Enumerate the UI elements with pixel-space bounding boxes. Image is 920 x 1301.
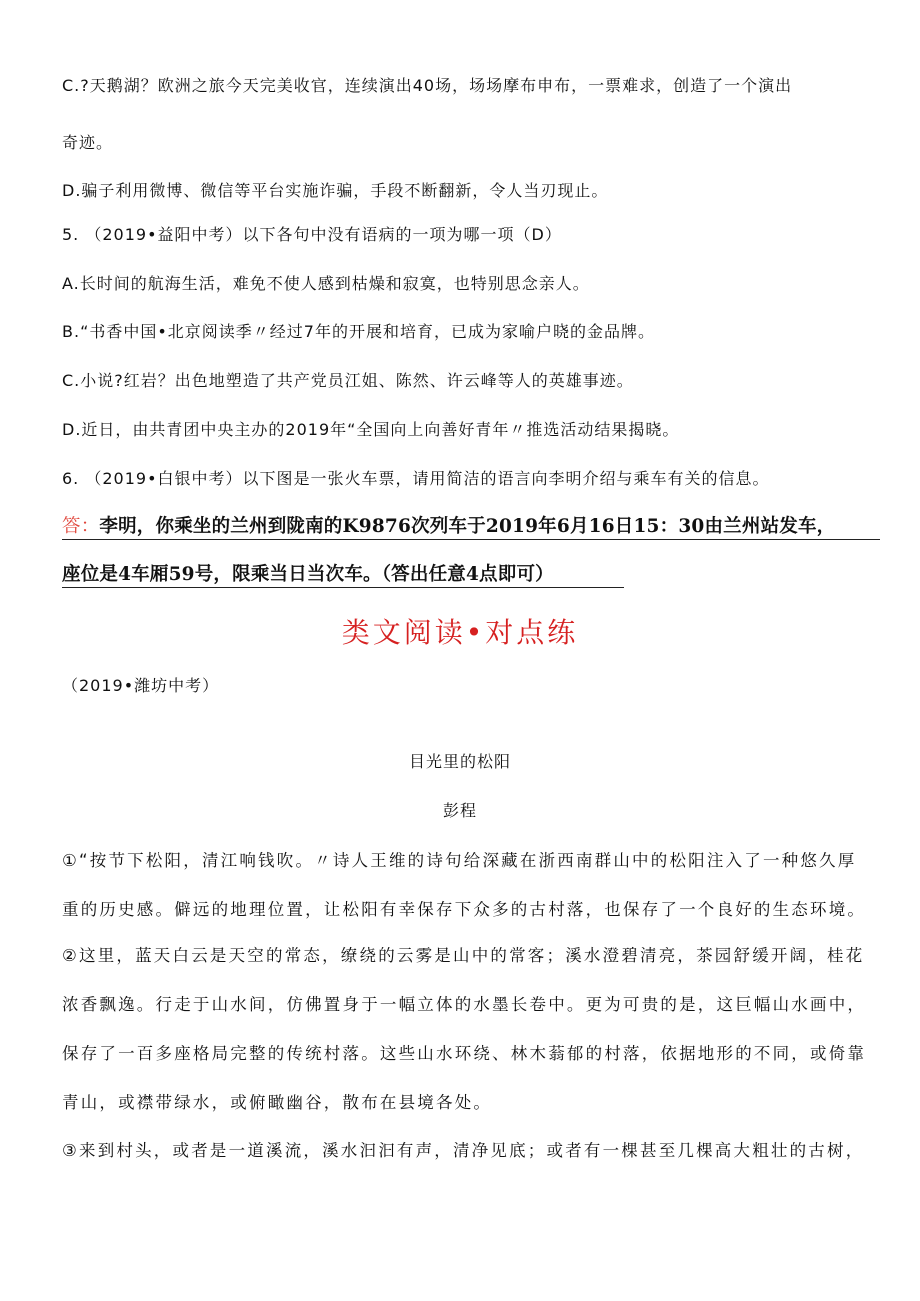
- article-line: 保存了一百多座格局完整的传统村落。这些山水环绕、林木蓊郁的村落，依据地形的不同，或倚靠: [62, 1044, 867, 1063]
- section-title: 类文阅读•对点练: [341, 616, 579, 649]
- answer-underline-1: [62, 539, 880, 540]
- article-line: ②这里，蓝天白云是天空的常态，缭绕的云雾是山中的常客；溪水澄碧清亮，茶园舒缓开阔，桂花: [62, 946, 865, 965]
- article-line: 浓香飘逸。行走于山水间，仿佛置身于一幅立体的水墨长卷中。更为可贵的是，这巨幅山水画中，: [62, 995, 867, 1014]
- q6-answer-line1: [62, 514, 835, 540]
- q5-option-d: D.近日，由共青团中央主办的2019年“全国向上向善好青年〃推选活动结果揭晓。: [62, 420, 680, 439]
- answer-underline-2: [62, 587, 624, 588]
- q5-option-c: C.小说?红岩？出色地塑造了共产党员江姐、陈然、许云峰等人的英雄事迹。: [62, 371, 634, 390]
- q5-option-a: A.长时间的航海生活，难免不使人感到枯燥和寂寞，也特别思念亲人。: [62, 274, 590, 293]
- article-author: 彭程: [442, 801, 477, 820]
- article-line: ③来到村头，或者是一道溪流，溪水汩汩有声，清净见底；或者有一棵甚至几棵高大粗壮的古树，: [62, 1141, 865, 1160]
- answer-text-1: 李明，你乘坐的兰州到陇南的K9876次列车于2019年6月16日15：30由兰州站发车，: [99, 516, 836, 537]
- q4-option-d: D.骗子利用微博、微信等平台实施诈骗，手段不断翻新，令人当刃现止。: [62, 181, 609, 200]
- q4-option-c-line1: C.?天鹅湖？欧洲之旅今天完美收官，连续演出40场，场场摩布申布，一票难求，创造了一个演出: [62, 76, 793, 95]
- q5-option-b: B.“书香中国•北京阅读季〃经过7年的开展和培育，已成为家喻户晓的金品牌。: [62, 322, 655, 341]
- answer-label: 答：: [62, 516, 100, 537]
- q5-stem: 5. （2019•益阳中考）以下各句中没有语病的一项为哪一项（D）: [62, 225, 562, 244]
- article-line: 重的历史感。僻远的地理位置，让松阳有幸保存下众多的古村落，也保存了一个良好的生态环境。: [62, 900, 867, 919]
- q6-answer-line2: 座位是4车厢59号，限乘当日当次车。（答出任意4点即可）: [62, 564, 554, 585]
- source-note: （2019•潍坊中考）: [62, 676, 220, 695]
- q6-stem: 6. （2019•白银中考）以下图是一张火车票，请用简洁的语言向李明介绍与乘车有关的信息。: [62, 469, 770, 488]
- q4-option-c-line2: 奇迹。: [62, 133, 114, 152]
- article-line: ①“按节下松阳，清江响钱吹。〃诗人王维的诗句给深藏在浙西南群山中的松阳注入了一种悠久厚: [62, 851, 857, 870]
- article-title: 目光里的松阳: [408, 752, 511, 771]
- article-line: 青山，或襟带绿水，或俯瞰幽谷，散布在县境各处。: [62, 1093, 493, 1112]
